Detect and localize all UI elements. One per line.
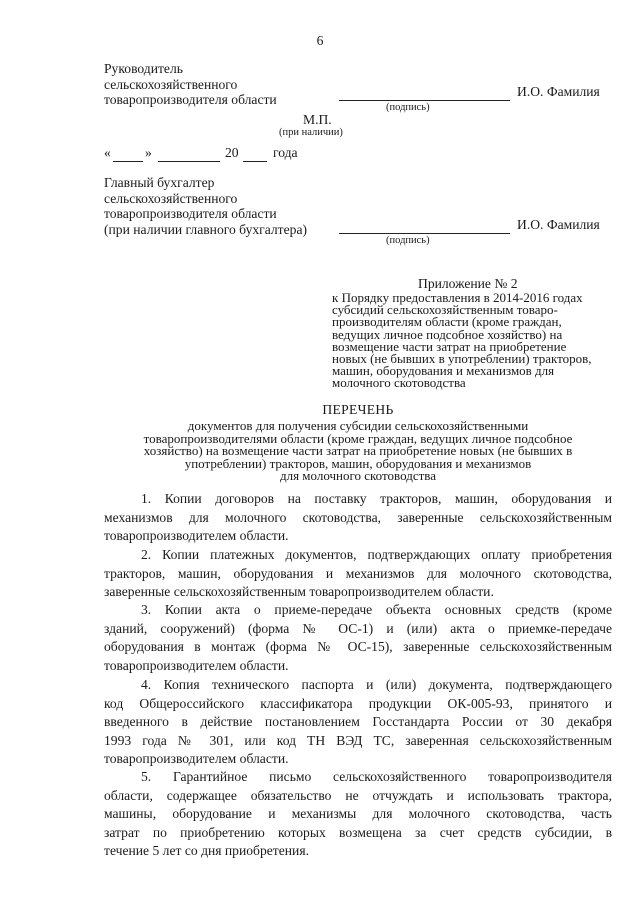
list-title: ПЕРЕЧЕНЬ	[322, 402, 394, 417]
head-signature-line	[339, 100, 510, 101]
list-item: 4. Копия технического паспорта и (или) документа, подтверждающего код Общероссийского классификатора продукции ОК-005-93, принятого и введенного в действие постановлением Госстандарта России от 30 декабря 1993 года № 301, или код ТН ВЭД ТС, заверенная сельскохозяйственным товаропроизводителем области.	[104, 677, 612, 767]
date-year-prefix: 20	[225, 145, 239, 160]
page-number: 6	[316, 33, 324, 48]
list-item: 5. Гарантийное письмо сельскохозяйственного товаропроизводителя области, содержащее обязательство не отчуждать и использовать трактора, машины, оборудование и механизмы для молочного скотоводства, часть затрат по приобретению которых возмещена за счет средств субсидии, в течение 5 лет со дня приобретения.	[104, 769, 612, 859]
date-year-line	[243, 161, 267, 162]
date-close-quote: »	[145, 145, 152, 160]
list-item: 3. Копии акта о приеме-передаче объекта основных средств (кроме зданий, сооружений) (форма № ОС-1) и (или) акта о приемке-передаче оборудования в монтаж (форма № ОС-15), заверенные сельскохозяйственным товаропроизводителем области.	[104, 602, 612, 673]
accountant-signature-line	[339, 233, 510, 234]
list-subtitle: документов для получения субсидии сельскохозяйственными товаропроизводителями области (кроме граждан, ведущих личное подсобное хозяйство) на возмещение части затрат на приобретение новых (не бывших в употреблении) тракторов, машин, оборудования и механизмов для молочного скотоводства	[143, 418, 573, 483]
head-name: И.О. Фамилия	[517, 84, 600, 99]
stamp-label: М.П.	[303, 112, 332, 127]
date-open-quote: «	[104, 145, 111, 160]
date-day-line	[113, 161, 143, 162]
stamp-note: (при наличии)	[279, 127, 343, 138]
date-month-line	[158, 161, 220, 162]
accountant-title: Главный бухгалтер сельскохозяйственного товаропроизводителя области (при наличии главного бухгалтера)	[104, 175, 308, 237]
head-title: Руководитель сельскохозяйственного товаропроизводителя области	[104, 61, 277, 107]
appendix-title: Приложение № 2	[418, 276, 518, 291]
head-signature-caption: (подпись)	[386, 102, 430, 113]
accountant-name: И.О. Фамилия	[517, 217, 600, 232]
appendix-text: к Порядку предоставления в 2014-2016 годах субсидий сельскохозяйственным товаро- производителям области (кроме граждан, ведущих личное подсобное хозяйство) на возмещение части затрат на приобретение новых (не бывших в употреблении) тракторов, машин, оборудования и механизмов для молочного скотоводства	[332, 290, 592, 391]
accountant-signature-caption: (подпись)	[386, 235, 430, 246]
list-item: 2. Копии платежных документов, подтверждающих оплату приобретения тракторов, машин, оборудования и механизмов для молочного скотоводства, заверенные сельскохозяйственным товаропроизводителем области.	[104, 547, 612, 600]
date-year-suffix: года	[273, 145, 298, 160]
list-item: 1. Копии договоров на поставку тракторов, машин, оборудования и механизмов для молочного скотоводства, заверенные сельскохозяйственным товаропроизводителем области.	[104, 491, 612, 544]
